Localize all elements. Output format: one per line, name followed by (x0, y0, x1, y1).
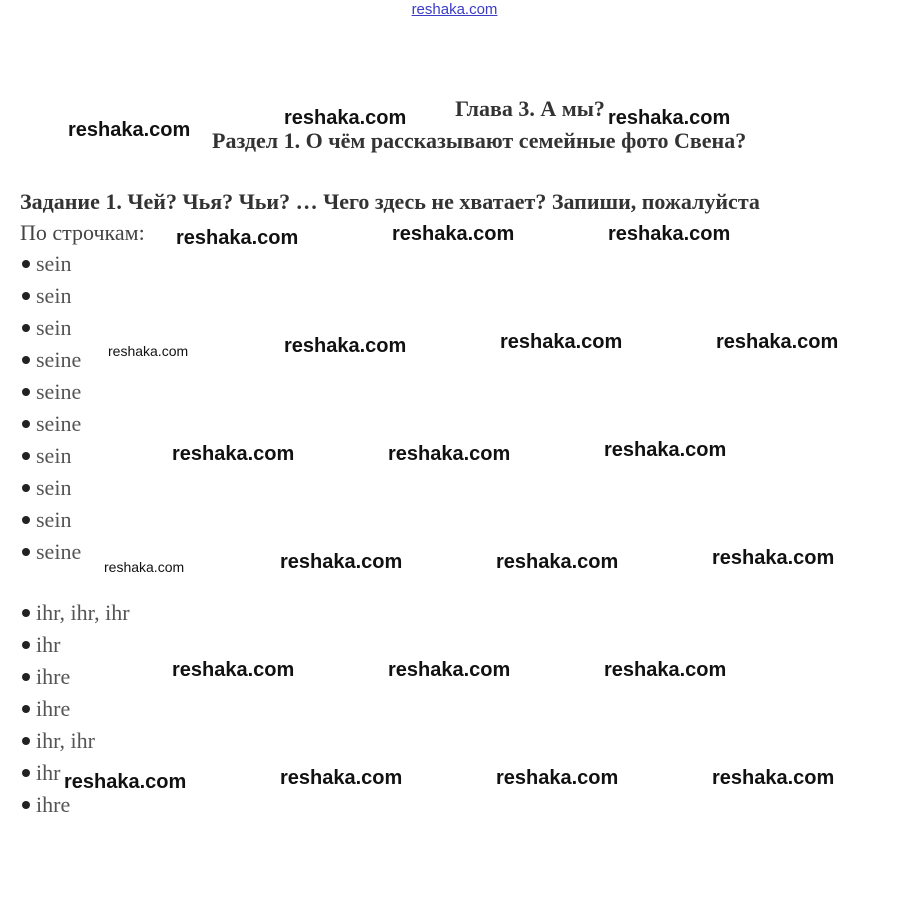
bullet-icon (22, 641, 30, 649)
watermark: reshaka.com (68, 119, 191, 141)
chapter-title: Глава 3. А мы? (455, 96, 605, 121)
list-item (22, 280, 81, 312)
answer-text: ihre (36, 664, 71, 689)
watermark: reshaka.com (608, 223, 731, 245)
intro-text: По строчкам: (20, 220, 145, 245)
list-item (22, 376, 81, 408)
list-item (22, 597, 130, 629)
answer-list-sein (22, 248, 81, 568)
watermark: reshaka.com (104, 559, 185, 575)
answer-text: ihr, ihr, ihr (36, 600, 130, 625)
watermark: reshaka.com (604, 439, 727, 461)
task-title: Задание 1. Чей? Чья? Чьи? … Чего здесь не хватает? Запиши, пожалуйста (20, 189, 760, 214)
watermark: reshaka.com (176, 227, 299, 249)
answer-text: ihr, ihr (36, 728, 95, 753)
answer-text: sein (36, 507, 72, 532)
watermark: reshaka.com (716, 331, 839, 353)
bullet-icon (22, 420, 30, 428)
watermark: reshaka.com (284, 335, 407, 357)
answer-text: sein (36, 283, 72, 308)
bullet-icon (22, 324, 30, 332)
answer-text: sein (36, 443, 72, 468)
list-item (22, 693, 130, 725)
watermark: reshaka.com (172, 659, 295, 681)
bullet-icon (22, 705, 30, 713)
watermark: reshaka.com (172, 443, 295, 465)
bullet-icon (22, 260, 30, 268)
list-item (22, 344, 81, 376)
watermark: reshaka.com (388, 659, 511, 681)
list-item (22, 536, 81, 568)
watermark: reshaka.com (64, 771, 187, 793)
bullet-icon (22, 484, 30, 492)
list-item (22, 248, 81, 280)
watermark: reshaka.com (496, 551, 619, 573)
bullet-icon (22, 452, 30, 460)
list-item (22, 725, 130, 757)
watermark: reshaka.com (388, 443, 511, 465)
answer-text: ihre (36, 792, 71, 817)
watermark: reshaka.com (608, 107, 731, 129)
site-header-link[interactable]: reshaka.com (411, 1, 498, 18)
list-item (22, 408, 81, 440)
watermark: reshaka.com (604, 659, 727, 681)
bullet-icon (22, 516, 30, 524)
list-item (22, 312, 81, 344)
bullet-icon (22, 737, 30, 745)
answer-text: ihr (36, 760, 61, 785)
answer-text: seine (36, 379, 82, 404)
list-item (22, 504, 81, 536)
watermark: reshaka.com (280, 551, 403, 573)
watermark: reshaka.com (284, 107, 407, 129)
answer-text: ihr (36, 632, 61, 657)
list-item (22, 472, 81, 504)
section-title: Раздел 1. О чём рассказывают семейные фото Свена? (212, 128, 747, 153)
watermark: reshaka.com (392, 223, 515, 245)
watermark: reshaka.com (280, 767, 403, 789)
answer-text: seine (36, 539, 82, 564)
list-item (22, 629, 130, 661)
list-item (22, 661, 130, 693)
bullet-icon (22, 388, 30, 396)
answer-text: sein (36, 315, 72, 340)
watermark: reshaka.com (500, 331, 623, 353)
answer-text: ihre (36, 696, 71, 721)
answer-text: seine (36, 347, 82, 372)
watermark: reshaka.com (496, 767, 619, 789)
list-item (22, 440, 81, 472)
bullet-icon (22, 673, 30, 681)
bullet-icon (22, 769, 30, 777)
answer-text: seine (36, 411, 82, 436)
bullet-icon (22, 801, 30, 809)
watermark: reshaka.com (712, 767, 835, 789)
watermark: reshaka.com (108, 343, 189, 359)
bullet-icon (22, 609, 30, 617)
bullet-icon (22, 548, 30, 556)
bullet-icon (22, 356, 30, 364)
answer-text: sein (36, 251, 72, 276)
answer-text: sein (36, 475, 72, 500)
bullet-icon (22, 292, 30, 300)
watermark: reshaka.com (712, 547, 835, 569)
